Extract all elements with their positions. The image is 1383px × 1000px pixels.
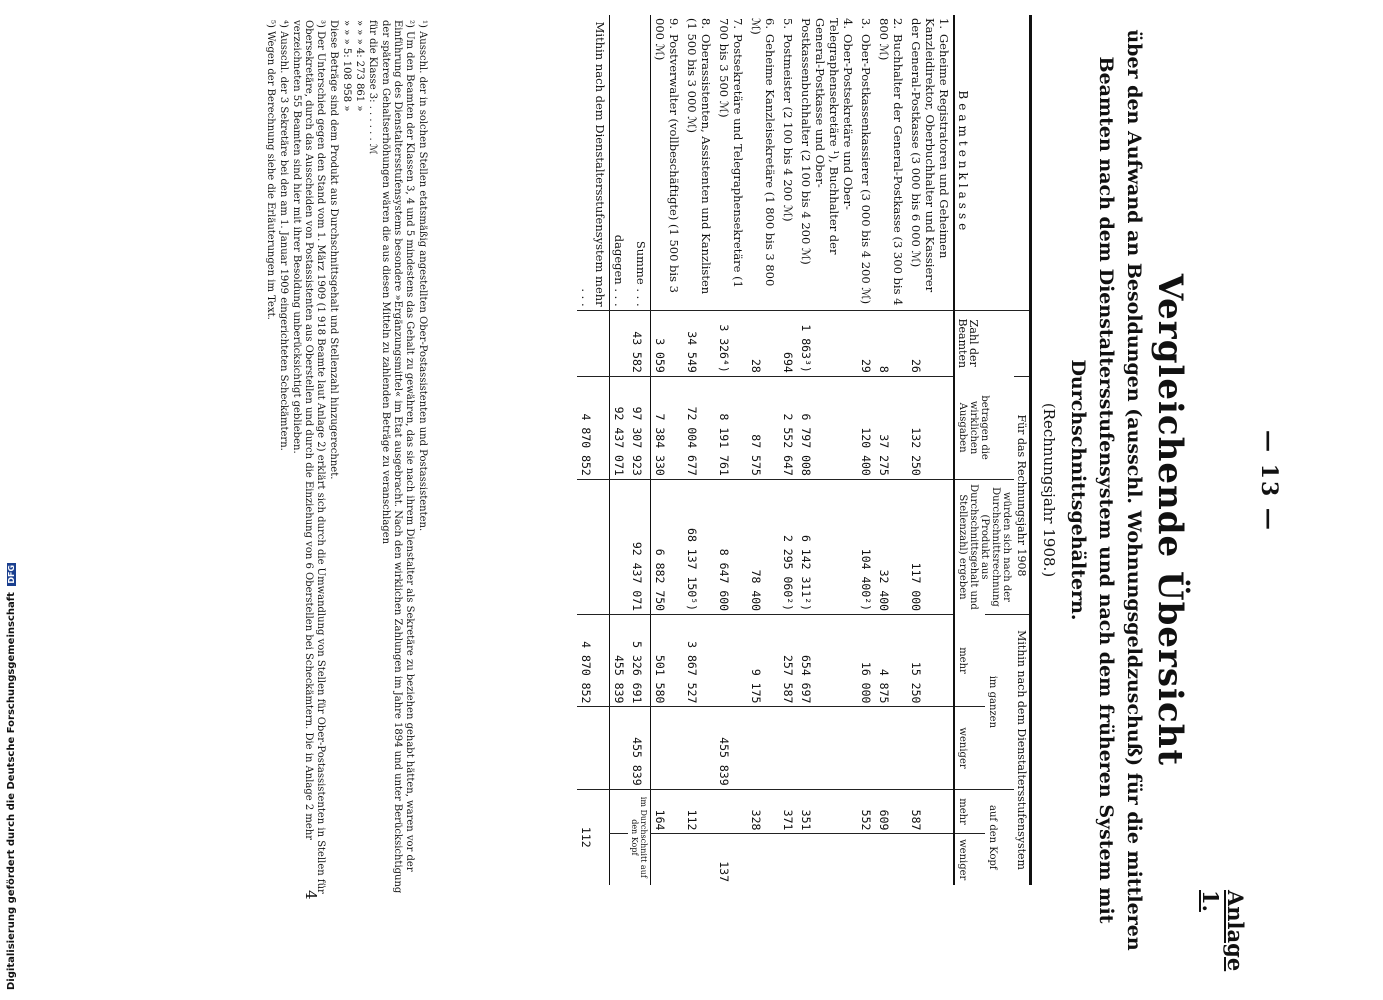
row-wirklich: 8 191 761 <box>715 376 747 479</box>
sum-wirklich: 97 307 923 <box>628 376 651 479</box>
sum-durchschnitt: 92 437 071 <box>628 479 651 614</box>
row-zahl: 3 059 <box>651 310 684 376</box>
row-durchschnitt: 117 000 <box>907 479 954 614</box>
row-durchschnitt: 32 400 <box>875 479 907 614</box>
row-klasse-text: Ober-Postsekretäre und Ober-Telegraphensekretäre ¹), Buchhalter der General-Postkasse und Ober-Postkassenbuchhalter (2 100 bis 4 200 ℳ) <box>799 18 855 265</box>
row-zahl: 1 863³) <box>797 310 857 376</box>
footnote: ³) Der Unterschied gegen den Stand vom 1. März 1909 (1 918 Beamte laut Anlage 2) erklärt sich durch die Umwandlung von Stellen für Ober-Postassistenten in Stellen für Obersekretäre, durch das Ausscheiden von Postassistenten aus Oberstellen und durch die Einziehung von 6 Oberstellen bei Scheckämtern. Die in Anlage 2 mehr verzeichneten 55 Beamten sind hier mit ihrer Besoldung unberücksichtigt geblieben. <box>291 20 326 894</box>
sum-label: Summe . . . <box>628 15 651 310</box>
row-durchschnitt: 6 142 311²) <box>797 479 857 614</box>
row-mehr <box>715 615 747 707</box>
row-number: 8. <box>699 18 713 29</box>
row-wirklich: 132 250 <box>907 376 954 479</box>
footnote: ¹) Ausschl. der in solchen Stellen etatsmäßig angestellten Ober-Postassistenten und Postassistenten. <box>417 20 428 532</box>
header-weniger: weniger <box>954 707 985 789</box>
row-weniger <box>857 707 875 789</box>
mithin-kopf: 112 <box>577 789 610 885</box>
anlage-label: Anlage 1. <box>1198 890 1248 972</box>
row-klasse <box>857 15 875 310</box>
row-number: 5. <box>781 18 795 29</box>
row-durchschnitt: 2 295 060²) <box>779 479 797 614</box>
row-kopf-weniger <box>747 834 779 885</box>
mithin-wirklich: 4 870 852 <box>577 376 610 479</box>
row-weniger: 455 839 <box>715 707 747 789</box>
sum-kopf-note: im Durchschnitt auf den Kopf <box>628 789 651 885</box>
row-kopf-mehr: 371 <box>779 789 797 834</box>
header-mithin: Mithin nach dem Dienstaltersstufensystem <box>1014 615 1031 885</box>
row-weniger <box>779 707 797 789</box>
row-klasse <box>797 15 857 310</box>
table-row <box>651 15 684 885</box>
row-kopf-weniger <box>651 834 684 885</box>
header-klasse: Beamtenklasse <box>956 90 970 235</box>
footnote: für die Klasse 3: . . . . . . ℳ <box>367 20 378 155</box>
row-number: 7. <box>731 18 745 29</box>
row-kopf-weniger <box>857 834 875 885</box>
row-klasse-text: Geheime Kanzleisekretäre (1 800 bis 3 800 ℳ) <box>749 18 777 287</box>
mithin-label: Mithin nach dem Dienstaltersstufensystem mehr . . . <box>577 15 610 310</box>
footnote: ⁵) Wegen der Berechnung siehe die Erläuterungen im Text. <box>265 20 276 320</box>
row-number: 6. <box>763 18 777 29</box>
row-kopf-weniger <box>779 834 797 885</box>
header-zahl: Zahl der Beamten <box>954 310 1031 376</box>
table-body <box>577 15 954 885</box>
mithin-mehr: 4 870 852 <box>577 615 610 707</box>
row-durchschnitt: 68 137 150⁵) <box>683 479 715 614</box>
dfg-logo: DFG <box>7 564 16 584</box>
row-klasse-text: Geheime Registratoren und Geheimen Kanzleidirektor, Oberbuchhalter und Kassierer der General-Postkasse (3 000 bis 6 000 ℳ) <box>909 18 951 293</box>
row-wirklich: 37 275 <box>875 376 907 479</box>
footnote: » » » 4: 273 861 » <box>354 20 365 112</box>
row-durchschnitt: 6 882 750 <box>651 479 684 614</box>
row-klasse <box>651 15 684 310</box>
footnotes <box>263 20 428 900</box>
row-kopf-mehr: 552 <box>857 789 875 834</box>
row-kopf-mehr: 351 <box>797 789 857 834</box>
table-row <box>857 15 875 885</box>
row-wirklich: 6 797 008 <box>797 376 857 479</box>
mithin-row <box>577 15 610 885</box>
row-number: 3. <box>859 18 873 29</box>
header-wuerden: würden sich nach der Durchschnittsrechnung (Produkt aus Durchschnittsgehalt und Stellenzahl) ergeben <box>954 479 1014 614</box>
header-auf-den-kopf: auf den Kopf <box>985 789 1014 885</box>
page-number: — 13 — <box>1256 430 1282 532</box>
row-zahl: 34 549 <box>683 310 715 376</box>
footnote: Diese Beträge sind dem Produkt aus Durchschnittsgehalt und Stellenzahl hinzugerechnet. <box>328 20 339 480</box>
row-klasse-text: Oberassistenten, Assistenten und Kanzlisten (1 500 bis 3 000 ℳ) <box>685 18 713 295</box>
row-zahl: 26 <box>907 310 954 376</box>
sum-weniger: 455 839 <box>628 707 651 789</box>
header-betrugen: betragen die wirklichen Ausgaben <box>957 395 990 460</box>
row-weniger <box>683 707 715 789</box>
header-kopf-mehr: mehr <box>954 789 985 834</box>
table-row <box>683 15 715 885</box>
row-wirklich: 72 004 677 <box>683 376 715 479</box>
row-wirklich: 7 384 330 <box>651 376 684 479</box>
row-mehr: 257 587 <box>779 615 797 707</box>
table-row <box>875 15 907 885</box>
row-klasse-text: Postverwalter (vollbeschäftigte) (1 500 bis 3 000 ℳ) <box>653 18 681 293</box>
row-zahl: 3 326⁴) <box>715 310 747 376</box>
row-number: 4. <box>841 18 855 29</box>
dagegen-wirklich: 92 437 071 <box>610 376 629 479</box>
sum-row <box>628 15 651 885</box>
row-mehr: 4 875 <box>875 615 907 707</box>
row-zahl: 28 <box>747 310 779 376</box>
row-klasse <box>683 15 715 310</box>
digitalization-text: Digitalisierung gefördert durch die Deutsche Forschungsgemeinschaft <box>6 592 17 990</box>
row-klasse-text: Buchhalter der General-Postkasse (3 300 bis 4 800 ℳ) <box>877 18 905 306</box>
row-zahl: 8 <box>875 310 907 376</box>
header-im-ganzen: im ganzen <box>985 615 1014 790</box>
row-kopf-mehr: 112 <box>683 789 715 834</box>
row-weniger <box>747 707 779 789</box>
row-klasse <box>875 15 907 310</box>
footnote: » » » 5: 108 958 » <box>341 20 352 112</box>
row-klasse-text: Postsekretäre und Telegraphensekretäre (1 700 bis 3 500 ℳ) <box>717 18 745 288</box>
dagegen-label: dagegen . . . <box>612 234 626 307</box>
fiscal-year: (Rechnungsjahr 1908.) <box>1040 402 1058 578</box>
table-row <box>747 15 779 885</box>
digitalization-credit <box>6 563 17 990</box>
row-klasse <box>779 15 797 310</box>
row-zahl: 694 <box>779 310 797 376</box>
rotated-content <box>100 0 1300 990</box>
row-weniger <box>875 707 907 789</box>
comparison-table <box>577 15 1032 885</box>
row-number: 9. <box>667 18 681 29</box>
row-kopf-mehr: 164 <box>651 789 684 834</box>
sum-mehr: 5 326 691 <box>628 615 651 707</box>
row-durchschnitt: 8 647 600 <box>715 479 747 614</box>
table-row <box>907 15 954 885</box>
page-marker: 4 <box>302 890 320 900</box>
document-subtitle: über den Aufwand an Besoldungen (ausschl. Wohnungsgeldzuschuß) für die mittleren Beamten nach dem Dienstaltersstufensystem und nach dem früheren System mit Durchschnittsgehältern. <box>1067 29 1145 951</box>
row-klasse <box>715 15 747 310</box>
row-kopf-weniger <box>683 834 715 885</box>
row-number: 2. <box>891 18 905 29</box>
row-weniger <box>797 707 857 789</box>
table-row <box>797 15 857 885</box>
row-zahl: 29 <box>857 310 875 376</box>
row-durchschnitt: 78 400 <box>747 479 779 614</box>
row-kopf-weniger: 137 <box>715 834 747 885</box>
row-mehr: 15 250 <box>907 615 954 707</box>
row-mehr: 3 867 527 <box>683 615 715 707</box>
row-kopf-weniger <box>907 834 954 885</box>
row-wirklich: 120 400 <box>857 376 875 479</box>
footnote: ⁴) Ausschl. der 3 Sekretäre bei den am 1. Januar 1909 eingerichteten Scheckämtern. <box>278 20 289 451</box>
row-mehr: 654 697 <box>797 615 857 707</box>
row-kopf-weniger <box>797 834 857 885</box>
row-kopf-mehr <box>715 789 747 834</box>
header-rechnungsjahr: Für das Rechnungsjahr 1908 <box>1014 376 1031 614</box>
row-weniger <box>907 707 954 789</box>
table-header <box>954 15 1031 885</box>
row-mehr: 16 000 <box>857 615 875 707</box>
row-kopf-mehr: 328 <box>747 789 779 834</box>
table-row <box>779 15 797 885</box>
row-mehr: 501 580 <box>651 615 684 707</box>
footnote: ²) Um den Beamten der Klassen 3, 4 und 5 mindestens das Gehalt zu gewähren, das sie nach ihrem Dienstalter als Sekretäre zu beziehen gehabt hätten, waren vor der Einführung des Dienstaltersstufensystems besondere »Ergänzungsmittel« im Etat ausgebracht. Nach den wirklichen Zahlungen im Jahre 1894 und unter Berücksichtigung der späteren Gehaltserhöhungen wären die aus diesen Mitteln zu zahlenden Beträge zu veranschlagen <box>380 20 415 894</box>
row-mehr: 9 175 <box>747 615 779 707</box>
document-title: Vergleichende Übersicht <box>1150 273 1190 767</box>
row-kopf-mehr: 609 <box>875 789 907 834</box>
header-kopf-weniger: weniger <box>954 834 985 885</box>
row-kopf-weniger <box>875 834 907 885</box>
row-klasse <box>747 15 779 310</box>
row-number: 1. <box>937 18 951 29</box>
row-klasse-text: Postmeister (2 100 bis 4 200 ℳ) <box>781 34 795 222</box>
row-kopf-mehr: 587 <box>907 789 954 834</box>
header-mehr: mehr <box>957 647 968 674</box>
table-row <box>715 15 747 885</box>
row-weniger <box>651 707 684 789</box>
row-wirklich: 87 575 <box>747 376 779 479</box>
row-wirklich: 2 552 647 <box>779 376 797 479</box>
dagegen-row <box>610 15 629 885</box>
sum-zahl: 43 582 <box>628 310 651 376</box>
row-klasse-text: Ober-Postkassenkassierer (3 000 bis 4 200 ℳ) <box>859 34 873 305</box>
row-klasse <box>907 15 954 310</box>
dagegen-mehr: 455 839 <box>610 615 629 707</box>
row-durchschnitt: 104 400²) <box>857 479 875 614</box>
